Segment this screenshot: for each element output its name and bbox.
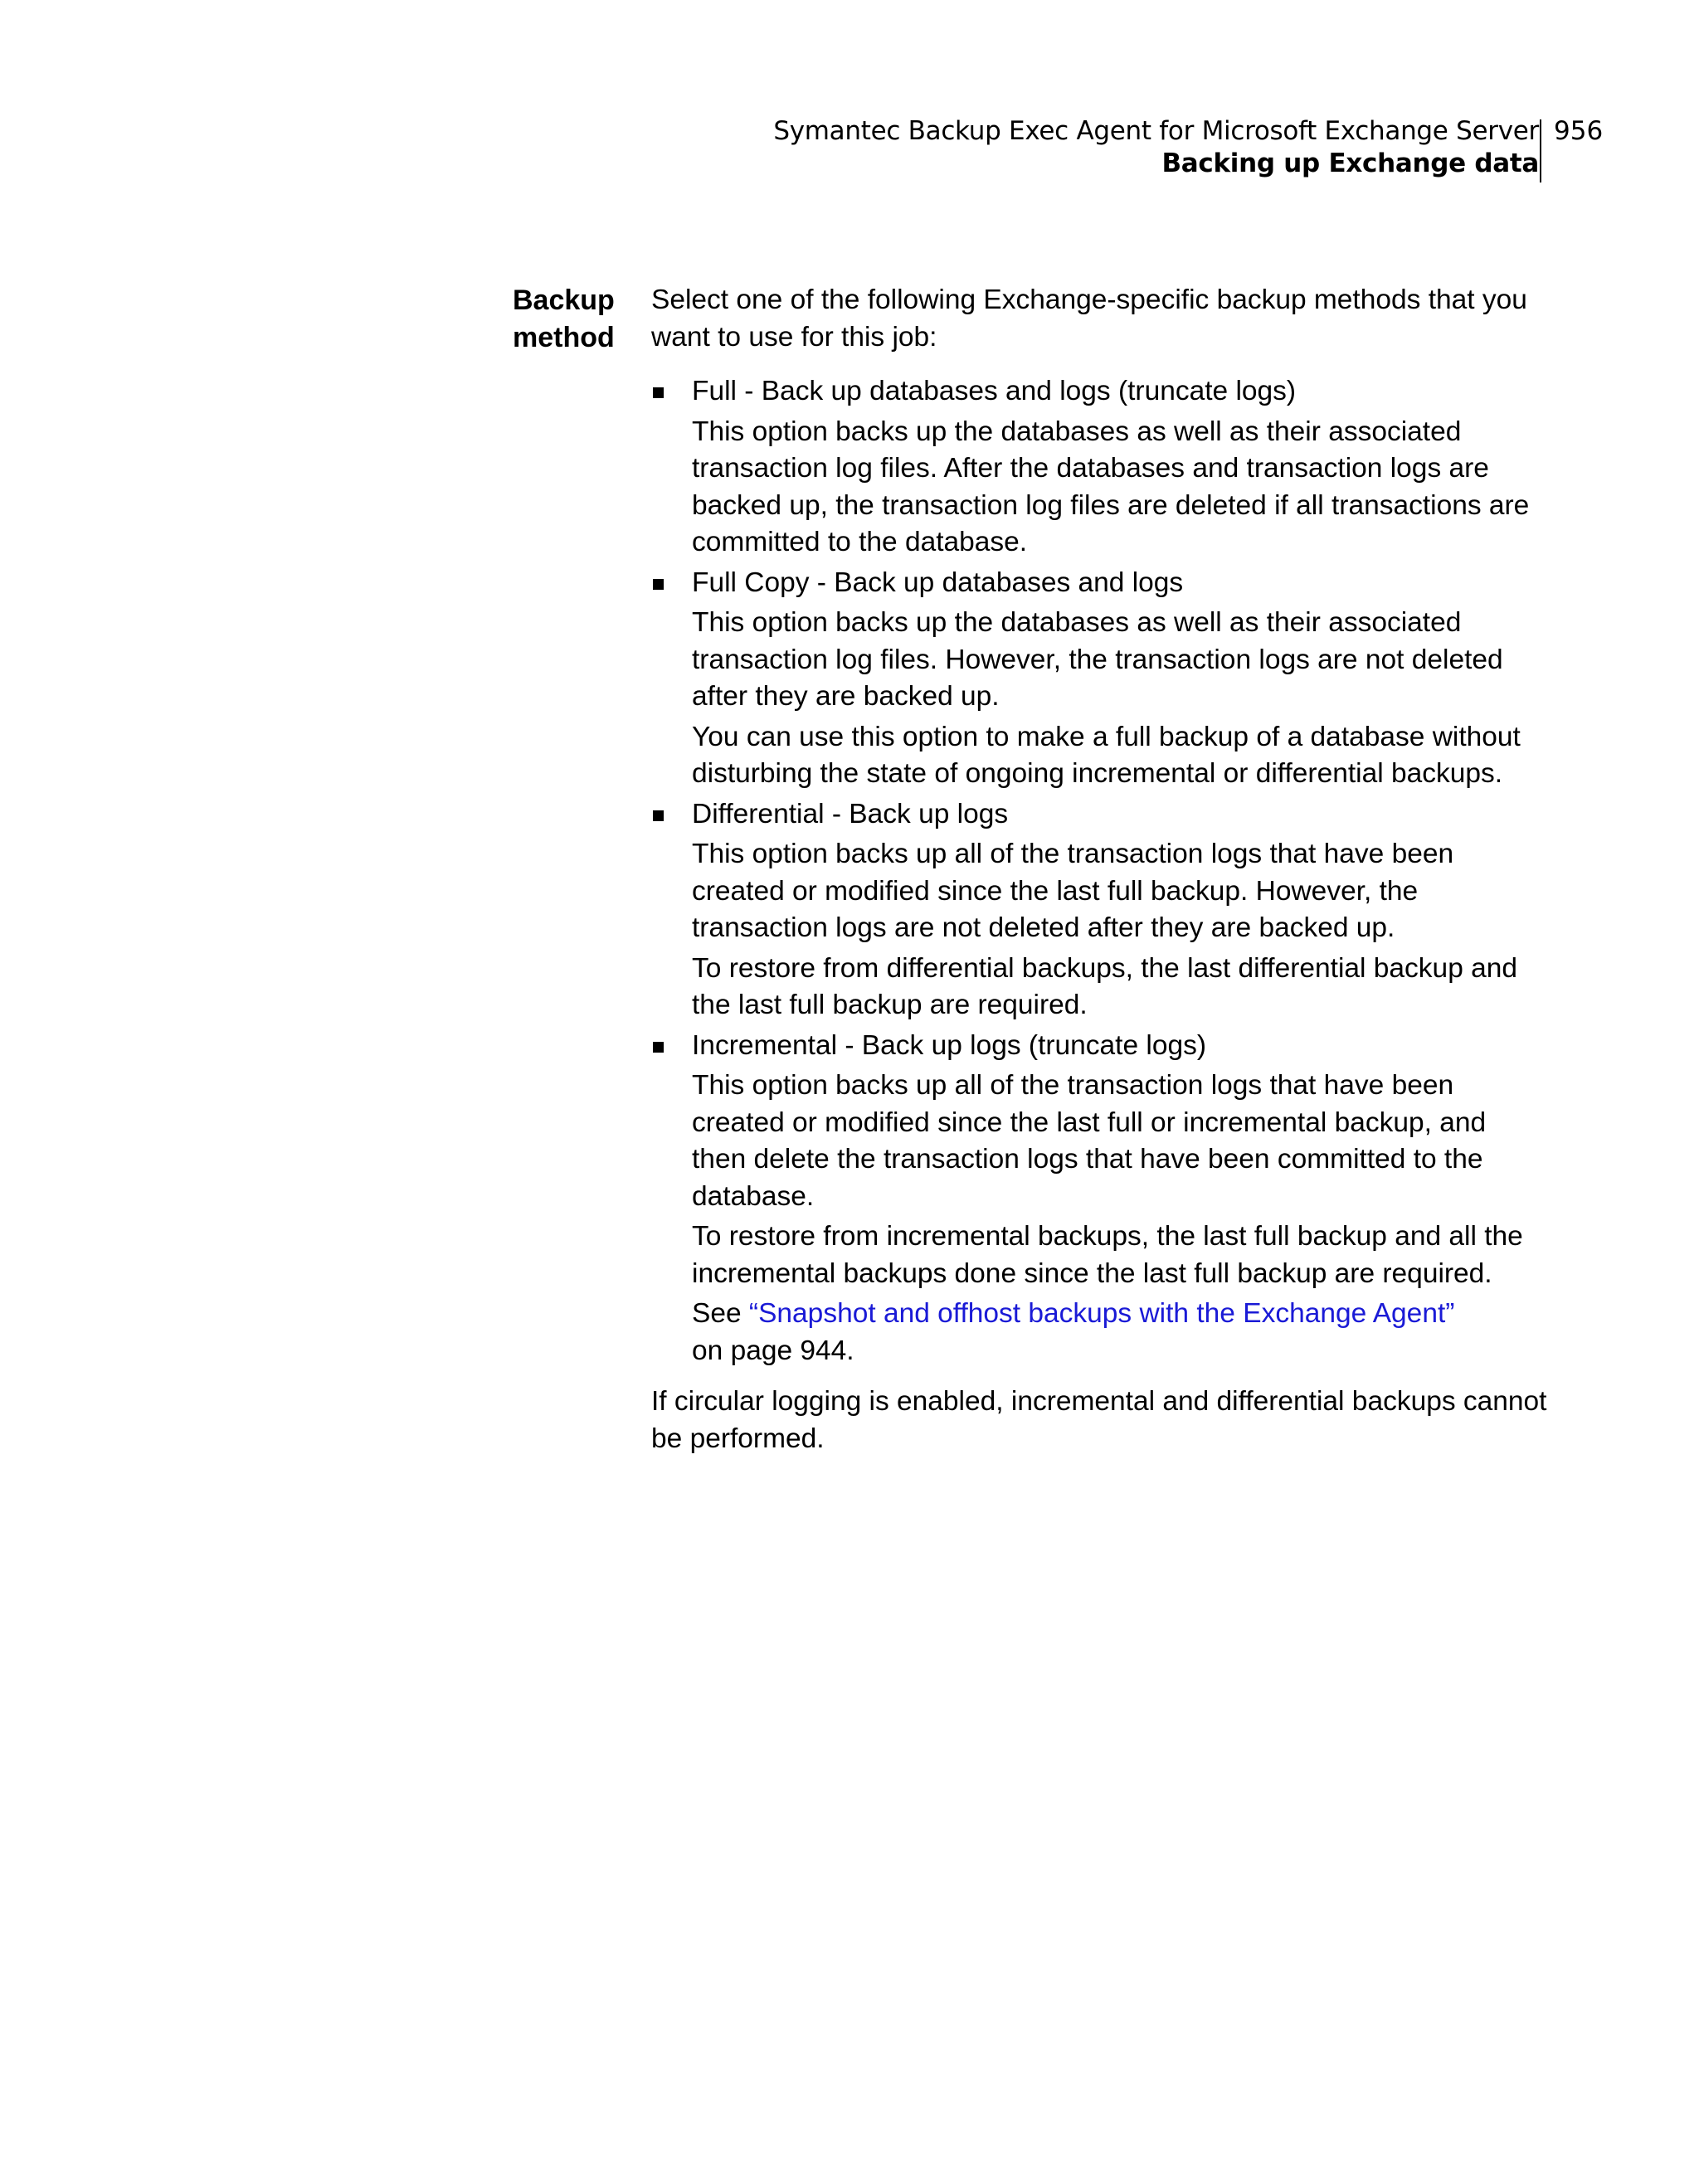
snapshot-offhost-link[interactable]: “Snapshot and offhost backups with the Exchange Agent” [748, 1298, 1455, 1329]
backup-methods-list [651, 373, 1547, 1369]
method-description: This option backs up all of the transaction logs that have been created or modified since the last full backup. However, the transaction logs are not deleted after they are backed up. [692, 839, 1454, 943]
see-page-ref: on page 944. [692, 1335, 854, 1366]
list-item [651, 565, 1547, 793]
chapter-title: Symantec Backup Exec Agent for Microsoft Exchange Server [773, 116, 1539, 146]
option-label [513, 282, 645, 357]
method-title: Differential - Back up logs [692, 798, 1009, 829]
method-title: Full - Back up databases and logs (truncate logs) [692, 376, 1297, 406]
page-header [0, 114, 1699, 189]
section-title: Backing up Exchange data [1161, 148, 1539, 178]
method-note: To restore from differential backups, the last differential backup and the last full backup are required. [692, 952, 1518, 1020]
square-bullet-icon [653, 1042, 664, 1053]
list-item [651, 373, 1547, 562]
method-note: To restore from incremental backups, the last full backup and all the incremental backups done since the last full backup are required. [692, 1221, 1523, 1289]
square-bullet-icon [653, 810, 664, 821]
method-note: You can use this option to make a full backup of a database without disturbing the state of ongoing incremental or differential backups. [692, 721, 1521, 789]
option-label-line-1: Backup [513, 285, 615, 316]
list-item [651, 1028, 1547, 1370]
see-prefix: See [692, 1298, 749, 1329]
intro-paragraph: Select one of the following Exchange-specific backup methods that you want to use for this job: [651, 285, 1527, 353]
square-bullet-icon [653, 579, 664, 590]
method-description: This option backs up the databases as well as their associated transaction log files. However, the transaction logs are not deleted after they are backed up. [692, 607, 1503, 712]
page-number: 956 [1554, 116, 1604, 146]
method-title: Incremental - Back up logs (truncate logs) [692, 1029, 1207, 1061]
list-item [651, 796, 1547, 1024]
header-divider [1540, 119, 1541, 182]
circular-logging-note: If circular logging is enabled, incremental and differential backups cannot be performed. [651, 1386, 1547, 1454]
method-description: This option backs up the databases as well as their associated transaction log files. After the databases and transaction logs are backed up, the transaction log files are deleted if all transactions are committed to the database. [692, 416, 1530, 557]
running-header [773, 114, 1539, 179]
method-description: This option backs up all of the transaction logs that have been created or modified since the last full or incremental backup, and then delete the transaction logs that have been committed to the database. [692, 1070, 1487, 1212]
option-description [651, 282, 1547, 1457]
option-label-line-2: method [513, 322, 615, 353]
method-title: Full Copy - Back up databases and logs [692, 567, 1184, 598]
square-bullet-icon [653, 387, 664, 398]
cross-reference [692, 1296, 1547, 1369]
